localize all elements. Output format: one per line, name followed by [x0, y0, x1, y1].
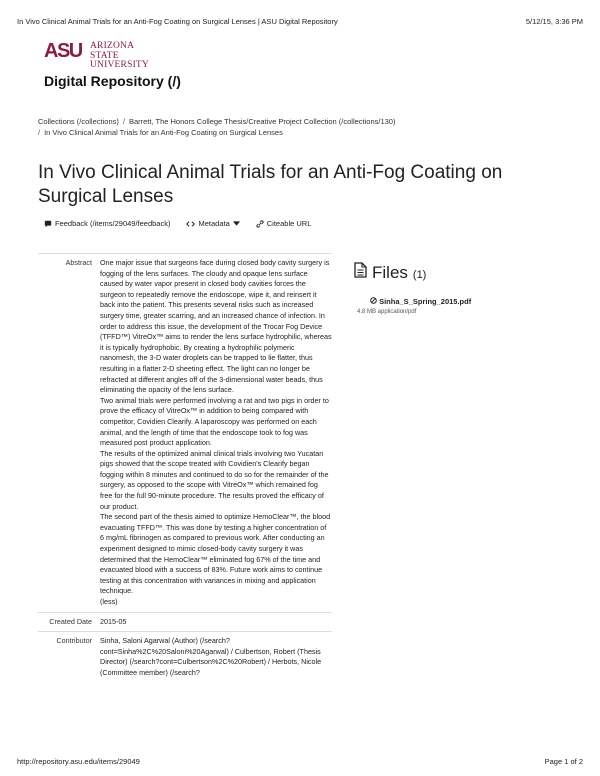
asu-logo-name: [90, 42, 164, 71]
created-date-label: Created Date: [49, 616, 92, 626]
created-date-value: 2015-05: [100, 616, 127, 626]
contributor-value[interactable]: Sinha, Saloni Agarwal (Author) (/search?cont=Sinha%2C%20Saloni%20Agarwal) / Culbertson, Robert (Thesis Director) (/search?cont=Culbertson%2C%20Robert) / Herbots, Nicole (Committee member) (/search?: [100, 636, 322, 677]
citeable-url-link[interactable]: [256, 219, 312, 228]
breadcrumb-separator: /: [122, 117, 125, 126]
link-icon: [256, 220, 264, 228]
ban-icon: [370, 297, 377, 304]
files-panel: [354, 262, 554, 315]
feedback-label: Feedback (/items/29049/feedback): [55, 219, 171, 228]
metadata-dropdown[interactable]: [186, 219, 239, 228]
caret-down-icon: [233, 221, 240, 226]
contributor-label: Contributor: [56, 636, 92, 646]
less-toggle[interactable]: (less): [100, 597, 118, 606]
abstract-paragraph: Two animal trials were performed involving a rat and two pigs in order to prove the efficacy of VitreOx™ in addition to being compared with competitor, Covidien Clearify. A laparoscopy was performed on each animal, and the length of time that the endoscope took to fog was measured post product application.: [100, 395, 329, 448]
page-title: In Vivo Clinical Animal Trials for an Anti-Fog Coating on Surgical Lenses: [38, 162, 503, 207]
files-count: (1): [412, 269, 427, 281]
files-title: Files: [372, 263, 408, 282]
citeable-label: Citeable URL: [266, 219, 312, 228]
file-meta: 4.8 MB application/pdf: [357, 309, 417, 315]
abstract-paragraph: One major issue that surgeons face during closed body cavity surgery is fogging of the lens surfaces. The cloudy and opaque lens surface caused by water vapor present in closed body cavities forces the surgeon to repeatedly remove the endoscope, wipe it, and reinsert it back into the patient. This presents several risks such as increased surgery time, greater scarring, and an increased chance of infection. In order to address this issue, the development of the Trocar Fog Device (TFFD™) VitreOx™ aims to render the lens surface hydrophilic, whereas it is typically hydrophobic. By creating a hydrophilic polymeric nanomesh, the 3-D water droplets can be trapped to lie flatter, thus resulting in a flatter 2-D sheeting effect. The light can no longer be refracted at different angles off of the 3-dimensional water beads, thus eliminating the opacity of the lens surface.: [100, 258, 332, 395]
item-actions: [44, 219, 311, 228]
files-heading: [354, 262, 554, 283]
asu-logo-line2: UNIVERSITY: [90, 60, 149, 70]
print-footer-url: http://repository.asu.edu/items/29049: [17, 757, 140, 766]
breadcrumb-item-current: In Vivo Clinical Animal Trials for an Anti-Fog Coating on Surgical Lenses: [44, 128, 283, 137]
print-header-title: In Vivo Clinical Animal Trials for an Anti-Fog Coating on Surgical Lenses | ASU Digital Repository: [17, 17, 338, 26]
file-download-link[interactable]: [370, 297, 554, 306]
abstract-value: [100, 254, 332, 612]
file-text-icon: [354, 262, 367, 278]
print-header-datetime: 5/12/15, 3:36 PM: [525, 17, 583, 26]
abstract-paragraph: The results of the optimized animal clinical trials involving two Yucatan pigs showed that the scope treated with Covidien's Clearify began fogging within 8 minutes and continued to do so for the remainder of the surgery, as opposed to the scope with VitreOx™ which remained fog free for the full 90-minute procedure. The results proved the efficacy of our product.: [100, 448, 329, 511]
abstract-paragraph: The second part of the thesis aimed to optimize HemoClear™, the blood evacuating TFFD™. This was done by testing a higher concentration of 6 mg/mL fibrinogen as compared to previous work. After conducting an experiment designed to mimic closed-body cavity surgery it was determined that the HemoClear™ eliminated fog 67% of the time and evacuated blood with a success of 83%. Future work aims to continue testing at this concentration with variances in mixing and application technique.: [100, 512, 331, 596]
abstract-row: [38, 254, 332, 613]
code-icon: [186, 220, 195, 228]
breadcrumb-separator: /: [38, 128, 41, 137]
site-title-link[interactable]: Digital Repository (/): [44, 73, 181, 89]
print-footer: [17, 757, 583, 769]
abstract-label: Abstract: [65, 258, 92, 267]
print-header: [17, 17, 583, 29]
feedback-link[interactable]: [44, 219, 170, 228]
breadcrumb-item-collections[interactable]: Collections (/collections): [38, 117, 119, 126]
breadcrumb-item-barrett[interactable]: Barrett, The Honors College Thesis/Creative Project Collection (/collections/130): [128, 117, 396, 126]
breadcrumb: [38, 116, 558, 138]
metadata-label: Metadata: [198, 219, 230, 228]
file-name: Sinha_S_Spring_2015.pdf: [379, 297, 472, 306]
asu-logo-mark: ASU: [44, 40, 82, 62]
print-footer-page: Page 1 of 2: [544, 757, 583, 766]
created-date-row: [38, 613, 332, 633]
asu-logo[interactable]: [44, 40, 164, 70]
metadata-table: [38, 253, 332, 683]
comment-icon: [44, 220, 52, 228]
contributor-row: [38, 632, 332, 682]
asu-logo-line1: ARIZONA STATE: [90, 41, 134, 61]
